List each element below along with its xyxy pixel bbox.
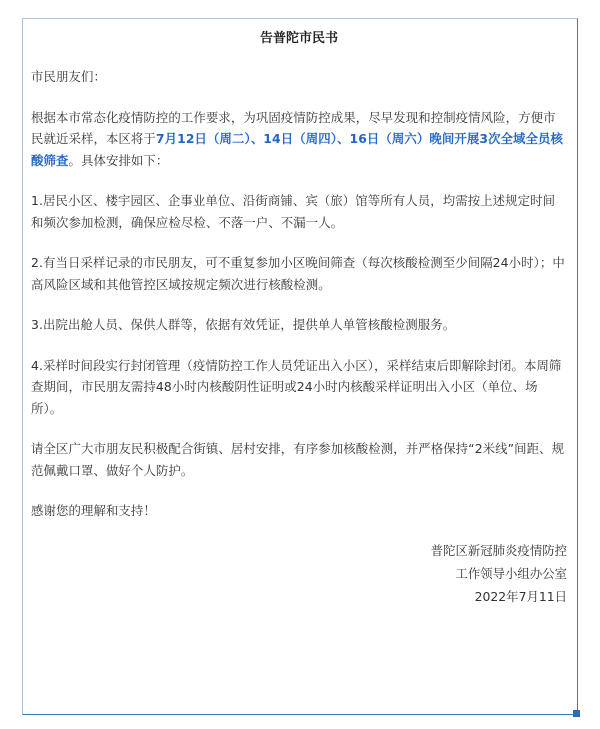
intro-paragraph: [31, 107, 567, 172]
intro-tail: 。具体安排如下：: [68, 152, 169, 168]
intro-text: 根据本市常态化疫情防控的工作要求，为巩固疫情防控成果，尽早发现和控制疫情风险，方便市民就近采样，本区将于: [31, 109, 556, 146]
item-2: 2.有当日采样记录的市民朋友，可不重复参加小区晚间筛查（每次核酸检测至少间隔24小时）；中高风险区域和其他管控区域按规定频次进行核酸检测。: [31, 255, 565, 292]
intro-highlight: 7月12日（周二）、14日（周四）、16日（周六）晚间开展3次全域全员核酸筛查: [31, 131, 564, 168]
item-1: 1.居民小区、楼宇园区、企事业单位、沿街商铺、宾（旅）馆等所有人员，均需按上述规定时间和频次参加检测，确保应检尽检、不落一户、不漏一人。: [31, 193, 556, 230]
notice-frame: [22, 18, 578, 715]
signature-date: 2022年7月11日: [474, 588, 567, 604]
item-3: 3.出院出舱人员、保供人群等，依据有效凭证，提供单人单管核酸检测服务。: [31, 317, 456, 332]
thanks-line: 感谢您的理解和支持！: [31, 503, 156, 518]
signature-org-line2: 工作领导小组办公室: [455, 565, 567, 581]
notice-content: [31, 29, 567, 608]
corner-marker: [573, 710, 580, 717]
signature-block: [31, 539, 567, 608]
item-4: 4.采样时间段实行封闭管理（疫情防控工作人员凭证出入小区），采样结束后即解除封闭。本周筛查期间，市民朋友需持48小时内核酸阴性证明或24小时内核酸采样证明出入小区（单位、场所）。: [31, 357, 562, 416]
signature-org-line1: 普陀区新冠肺炎疫情防控: [430, 542, 567, 558]
notice-title: 告普陀市民书: [259, 31, 338, 46]
appeal-paragraph: 请全区广大市朋友民积极配合街镇、居村安排，有序参加核酸检测，并严格保持“2米线”间距、规范佩戴口罩、做好个人防护。: [31, 441, 565, 478]
salutation: 市民朋友们：: [31, 69, 106, 84]
